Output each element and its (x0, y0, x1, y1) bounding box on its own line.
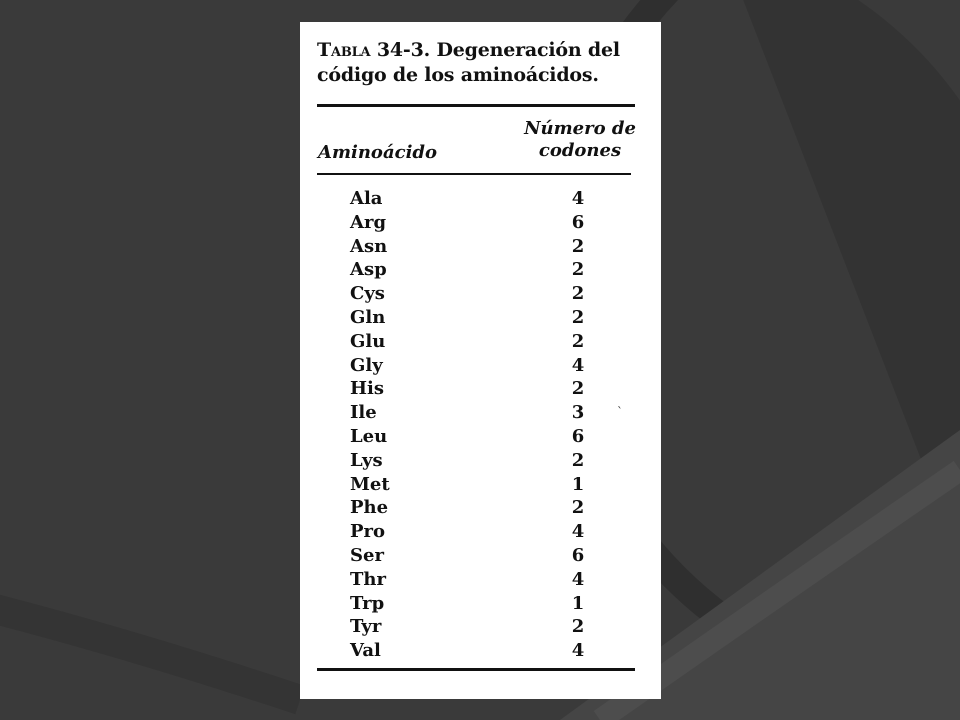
aminoacid-cell: Ser (350, 544, 384, 566)
aminoacid-cell: Thr (350, 568, 386, 590)
codon-count-cell: 4 (571, 188, 585, 209)
column-header-codons-line2: codones (538, 140, 622, 161)
codon-count-cell: 4 (571, 640, 585, 662)
top-rule (317, 104, 635, 107)
aminoacid-cell: Leu (350, 425, 388, 447)
codon-count-cell: 1 (571, 473, 585, 495)
table-body (300, 188, 661, 664)
table-title-text: 34-3. Degeneración del código de los aminoácidos. (317, 39, 620, 86)
codon-count-cell: 2 (571, 259, 585, 281)
codon-count-cell: 2 (571, 449, 585, 471)
codon-count-cell: 6 (571, 425, 585, 447)
header-rule (317, 173, 631, 175)
table-row (300, 331, 661, 355)
codon-count-cell: 2 (571, 616, 585, 638)
table-row (300, 402, 661, 426)
codon-count-cell: 2 (571, 235, 585, 257)
table-row (300, 616, 661, 640)
codon-count-cell: 2 (571, 306, 585, 328)
aminoacid-cell: Phe (350, 497, 389, 519)
table-row (300, 355, 661, 379)
table-title (317, 38, 647, 88)
table-row (300, 497, 661, 521)
table-row (300, 283, 661, 307)
table-row (300, 569, 661, 593)
aminoacid-cell: Met (350, 473, 390, 495)
table-row (300, 212, 661, 236)
aminoacid-cell: Gly (350, 354, 383, 376)
codon-count-cell: 1 (571, 592, 585, 614)
stray-mark: ` (617, 405, 623, 419)
table-row (300, 259, 661, 283)
aminoacid-cell: Glu (350, 330, 386, 352)
scanned-table-page (300, 22, 661, 699)
aminoacid-cell: Pro (350, 521, 386, 543)
table-row (300, 236, 661, 260)
codon-count-cell: 2 (571, 378, 585, 400)
aminoacid-cell: Trp (350, 592, 385, 614)
table-row (300, 426, 661, 450)
table-row (300, 474, 661, 498)
codon-count-cell: 6 (571, 544, 585, 566)
column-header-aminoacid: Aminoácido (318, 142, 437, 163)
table-row (300, 521, 661, 545)
table-row (300, 307, 661, 331)
aminoacid-cell: Val (350, 640, 381, 662)
aminoacid-cell: Tyr (350, 616, 382, 638)
aminoacid-cell: Arg (350, 211, 387, 233)
codon-count-cell: 4 (571, 354, 585, 376)
table-row (300, 450, 661, 474)
aminoacid-cell: Lys (350, 449, 383, 471)
aminoacid-cell: Asp (350, 259, 387, 281)
codon-count-cell: 2 (571, 497, 585, 519)
aminoacid-cell: Ala (350, 188, 383, 209)
codon-count-cell: 6 (571, 211, 585, 233)
table-row (300, 545, 661, 569)
table-title-label: Tabla (317, 39, 371, 61)
aminoacid-cell: Gln (350, 306, 386, 328)
bottom-rule (317, 668, 635, 671)
codon-count-cell: 2 (571, 330, 585, 352)
codon-count-cell: 2 (571, 283, 585, 305)
table-row (300, 378, 661, 402)
aminoacid-cell: His (350, 378, 384, 400)
aminoacid-cell: Ile (350, 402, 377, 424)
table-row (300, 593, 661, 617)
codon-count-cell: 4 (571, 568, 585, 590)
column-header-codons (515, 118, 645, 162)
codon-count-cell: 3 (571, 402, 585, 424)
codon-count-cell: 4 (571, 521, 585, 543)
table-row (300, 640, 661, 664)
aminoacid-cell: Cys (350, 283, 385, 305)
table-row (300, 188, 661, 212)
aminoacid-cell: Asn (350, 235, 388, 257)
column-header-codons-line1: Número de (524, 118, 636, 139)
